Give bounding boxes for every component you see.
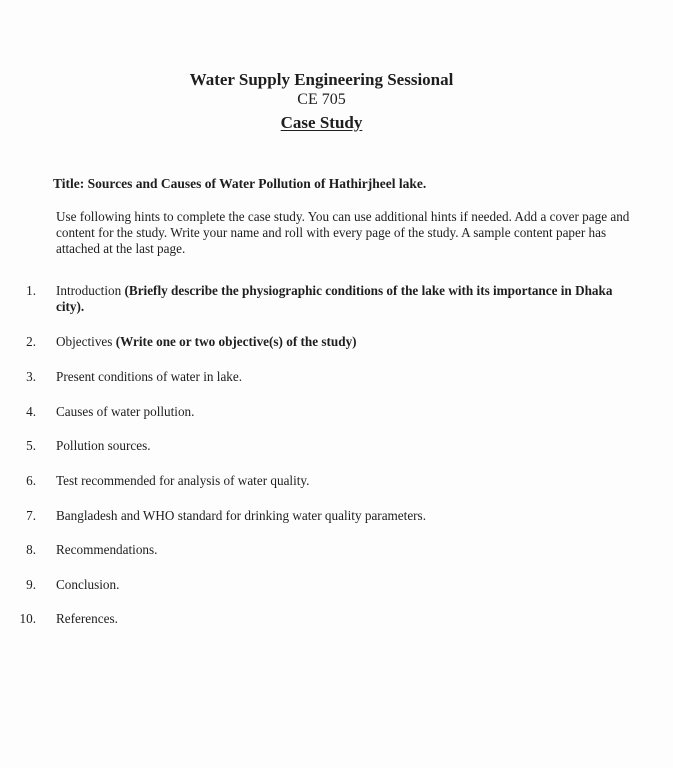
item-number: 8. xyxy=(26,542,36,557)
item-number: 3. xyxy=(26,369,36,384)
item-text: Recommendations. xyxy=(56,542,158,557)
item-number: 2. xyxy=(26,334,36,349)
item-text: Causes of water pollution. xyxy=(56,404,195,419)
item-plain: Introduction xyxy=(56,283,125,298)
item-bold: (Write one or two objective(s) of the study) xyxy=(115,334,357,349)
document-title: Title: Sources and Causes of Water Pollution of Hathirjheel lake. xyxy=(53,176,427,191)
course-code: CE 705 xyxy=(297,91,346,108)
case-study-label: Case Study xyxy=(280,113,363,132)
item-text: Present conditions of water in lake. xyxy=(56,369,243,384)
item-number: 9. xyxy=(26,577,36,592)
item-number: 10. xyxy=(19,611,36,626)
item-text: Bangladesh and WHO standard for drinking water quality parameters. xyxy=(56,508,426,523)
item-text: Test recommended for analysis of water quality. xyxy=(56,473,310,488)
course-title: Water Supply Engineering Sessional xyxy=(189,70,454,89)
item-number: 4. xyxy=(26,404,36,419)
case-study-heading xyxy=(0,113,643,133)
item-text: Conclusion. xyxy=(56,577,120,592)
item-bold: (Briefly describe the physiographic conditions of the lake with its importance in Dhaka city). xyxy=(56,283,613,314)
intro-paragraph: Use following hints to complete the case study. You can use additional hints if needed. Add a cover page and content for the study. Write your name and roll with every page of the study. A sample content paper has attached at the last page. xyxy=(56,209,630,256)
item-plain: Objectives xyxy=(56,334,116,349)
item-text: References. xyxy=(56,611,118,626)
item-text xyxy=(56,283,641,315)
item-number: 7. xyxy=(26,508,36,523)
item-text: Pollution sources. xyxy=(56,438,151,453)
item-number: 5. xyxy=(26,438,36,453)
item-text xyxy=(56,334,641,350)
item-number: 6. xyxy=(26,473,36,488)
item-number: 1. xyxy=(26,283,36,298)
